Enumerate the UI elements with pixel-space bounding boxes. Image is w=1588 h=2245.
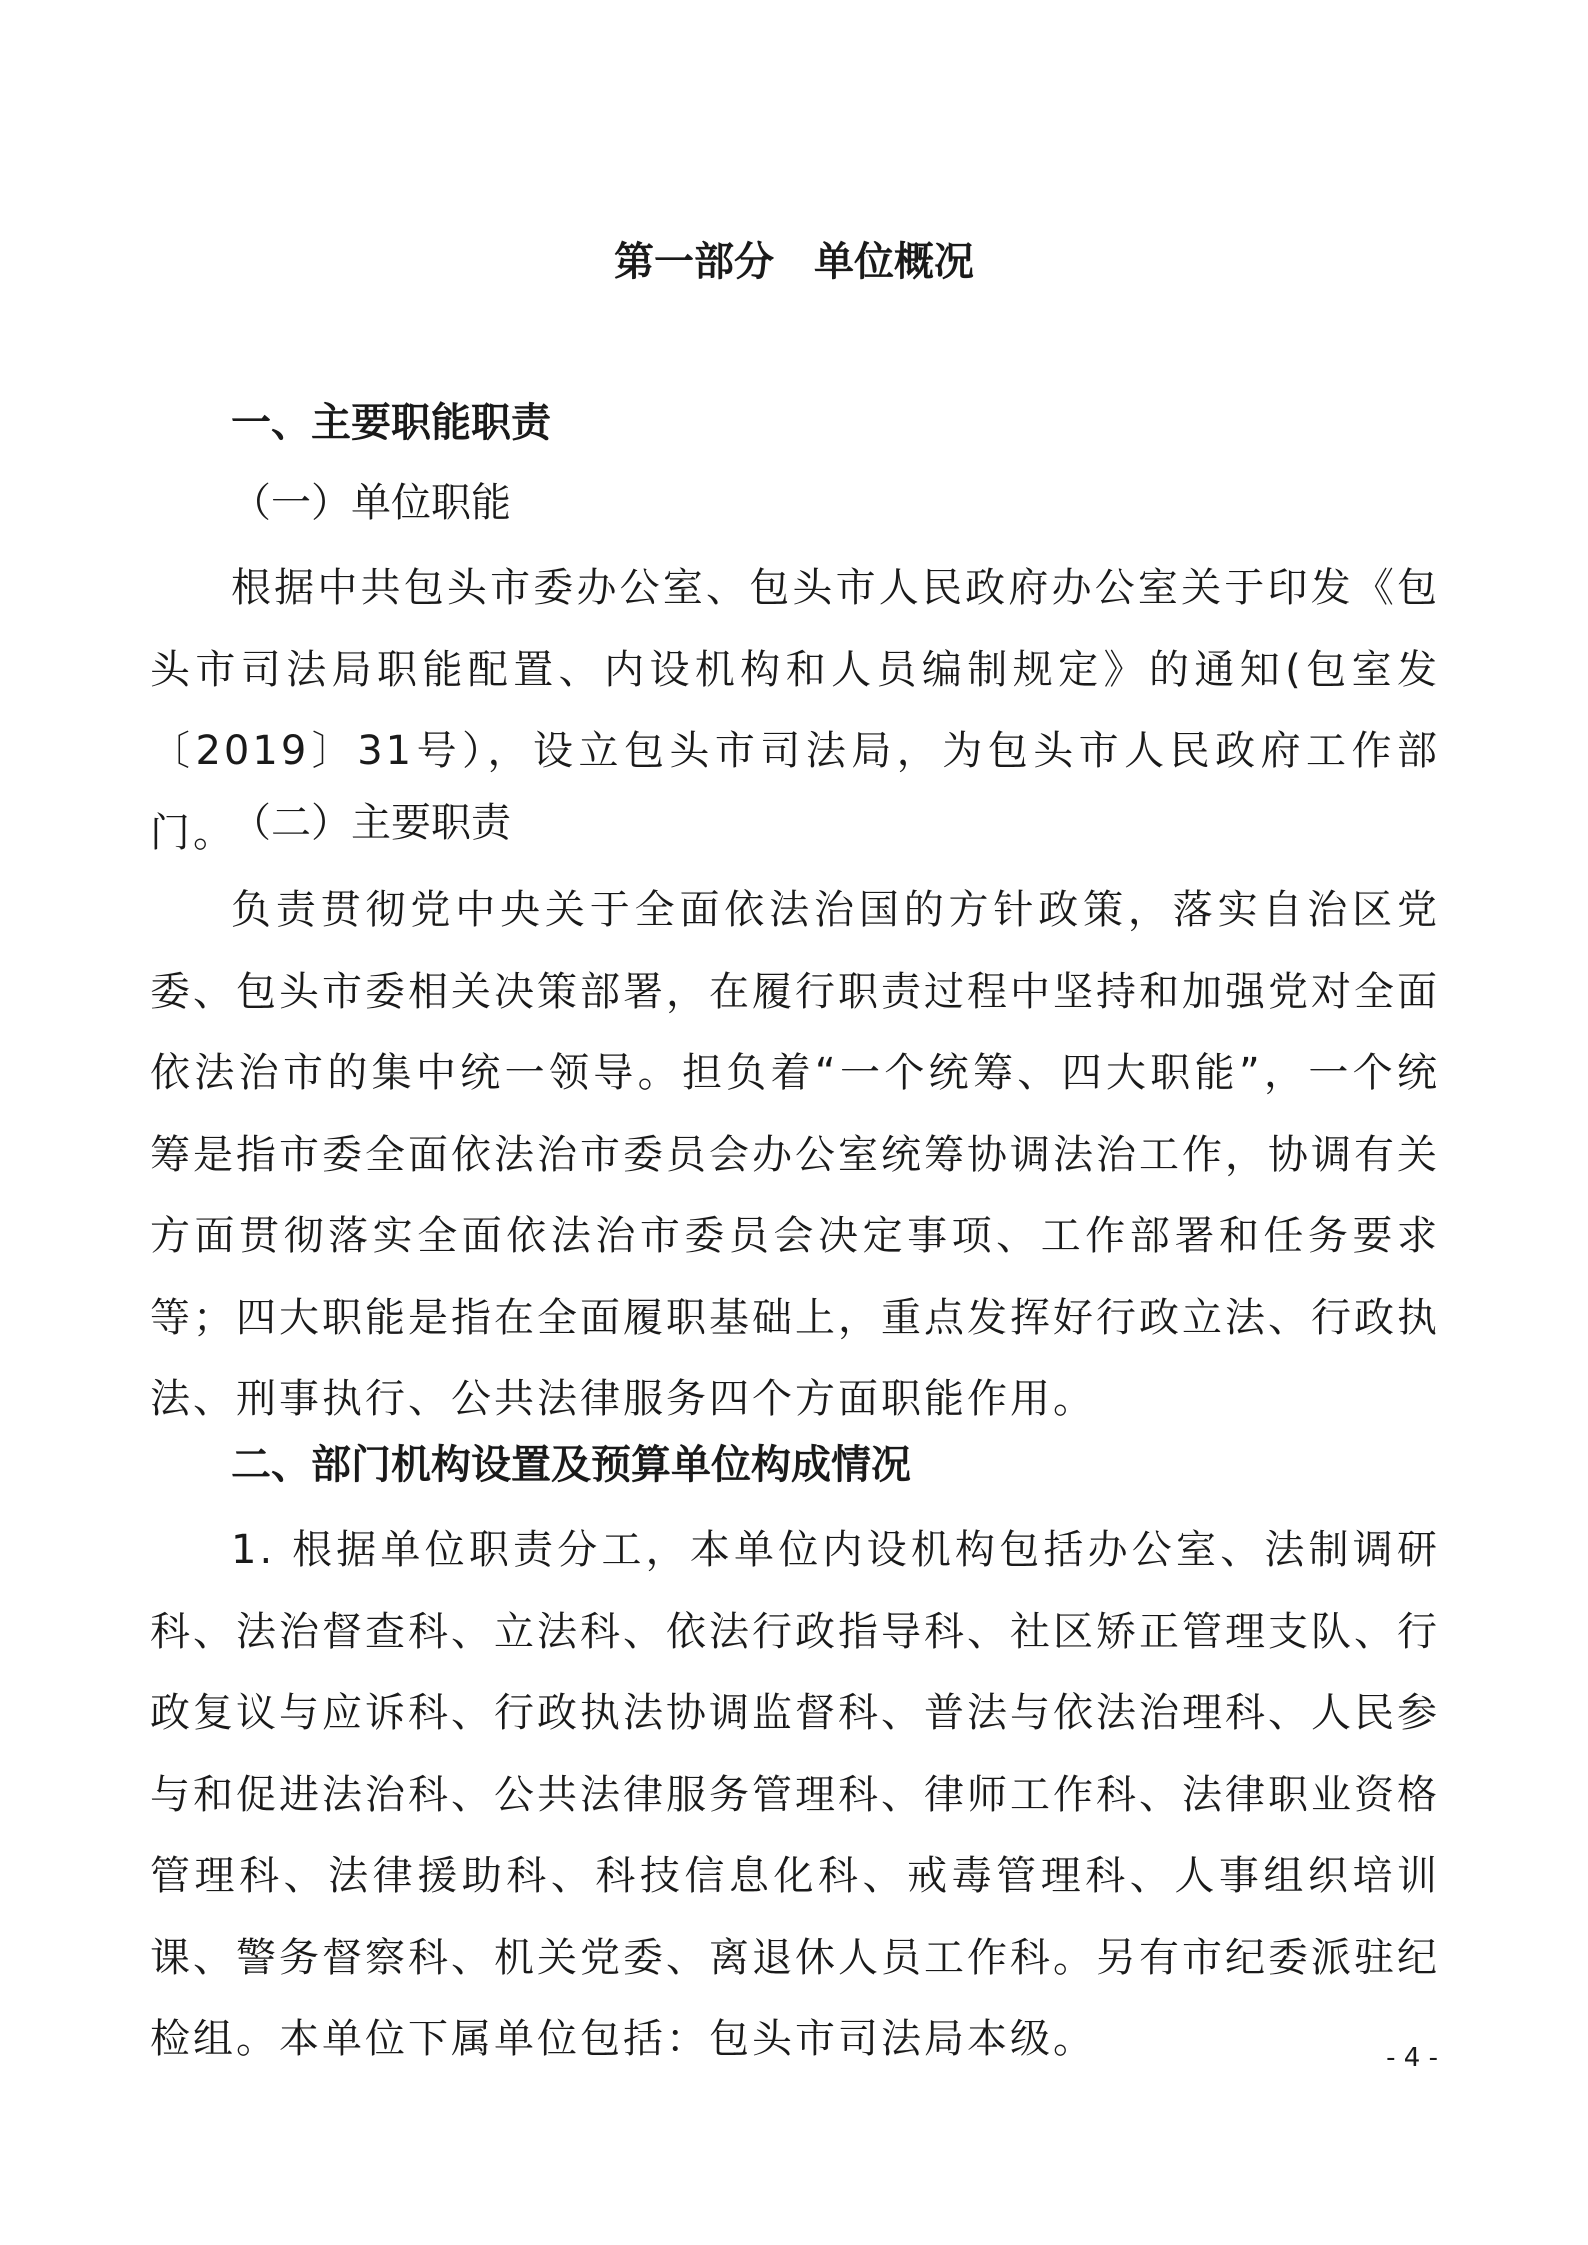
- paragraph-unit-functions: 根据中共包头市委办公室、包头市人民政府办公室关于印发《包头市司法局职能配置、内设机构和人员编制规定》的通知(包室发〔2019〕31号），设立包头市司法局，为包头市人民政府工作部门。: [150, 565, 1440, 856]
- subheading-unit-functions: （一）单位职能: [231, 480, 511, 526]
- page-number: - 4 -: [1386, 2043, 1438, 2073]
- subheading-main-duties: （二）主要职责: [231, 800, 511, 846]
- page-title: 第一部分 单位概况: [614, 239, 974, 285]
- paragraph-main-duties: 负责贯彻党中央关于全面依法治国的方针政策，落实自治区党委、包头市委相关决策部署，在履行职责过程中坚持和加强党对全面依法治市的集中统一领导。担负着“一个统筹、四大职能”，一个统筹是指市委全面依法治市委员会办公室统筹协调法治工作，协调有关方面贯彻落实全面依法治市委员会决定事项、工作部署和任务要求等；四大职能是指在全面履职基础上，重点发挥好行政立法、行政执法、刑事执行、公共法律服务四个方面职能作用。: [150, 887, 1440, 1422]
- section-heading-functions: 一、主要职能职责: [231, 400, 551, 446]
- section-heading-structure: 二、部门机构设置及预算单位构成情况: [231, 1442, 911, 1488]
- paragraph-structure: 1. 根据单位职责分工，本单位内设机构包括办公室、法制调研科、法治督查科、立法科、依法行政指导科、社区矫正管理支队、行政复议与应诉科、行政执法协调监督科、普法与依法治理科、人民参与和促进法治科、公共法律服务管理科、律师工作科、法律职业资格管理科、法律援助科、科技信息化科、戒毒管理科、人事组织培训课、警务督察科、机关党委、离退休人员工作科。另有市纪委派驻纪检组。本单位下属单位包括：包头市司法局本级。: [150, 1527, 1440, 2062]
